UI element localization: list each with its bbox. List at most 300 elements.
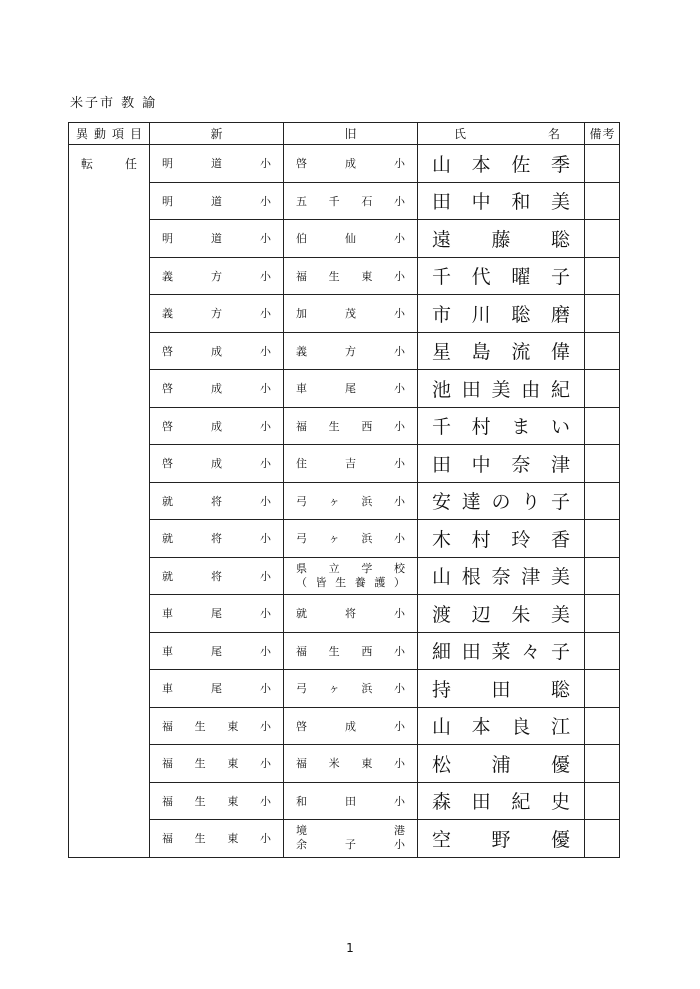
old-school-char: 成 [345,719,356,733]
person-name-char: 紀 [511,791,531,814]
old-school-char: 浜 [361,532,373,546]
person-name-char: 千 [432,266,452,289]
person-name-char: 山 [432,566,452,589]
old-school-char: 尾 [345,382,356,396]
old-school-char: 弓 [296,532,307,546]
header-category-char: 項 [111,127,124,141]
table-row [69,632,620,670]
table-row [69,145,620,183]
category-char: 転 [81,157,94,171]
person-name-char: 菜 [491,641,511,664]
new-school-cell [150,370,284,408]
person-name-char: 空 [432,828,452,851]
person-name-char: 渡 [432,603,452,626]
old-school-cell [284,220,418,258]
new-school-char: 明 [162,194,173,208]
old-school-char: 小 [393,682,405,696]
person-name-char: 聡 [550,228,570,251]
remarks-cell [585,370,620,408]
old-school-char: 東 [361,269,373,283]
old-school-char: 浜 [361,494,373,508]
new-school-char: 成 [211,344,222,358]
person-name-char: 村 [471,528,491,551]
table-row [69,557,620,595]
new-school-char: 方 [211,269,222,283]
person-name-cell [418,182,585,220]
old-school-char: 小 [394,719,405,733]
new-school-cell [150,745,284,783]
new-school-cell [150,145,284,183]
new-school-cell [150,295,284,333]
person-name-char: 野 [491,828,511,851]
person-name-char: 島 [471,341,491,364]
person-name-char: 安 [432,491,452,514]
old-school-char: 小 [394,838,405,852]
person-name-cell [418,482,585,520]
person-name-char: 曜 [511,266,531,289]
person-name-cell [418,145,585,183]
old-school-char: 米 [328,757,340,771]
old-school-char: 将 [345,607,356,621]
old-school-char: 啓 [296,157,307,171]
old-school-char: 小 [394,232,405,246]
old-school-char: 小 [393,419,405,433]
new-school-char: 道 [211,232,222,246]
person-name-char: 山 [432,716,452,739]
new-school-char: 小 [260,232,271,246]
new-school-cell [150,595,284,633]
old-school-cell [284,670,418,708]
old-school-cell [284,745,418,783]
old-school-cell [284,520,418,558]
person-name-char: 美 [550,603,570,626]
person-name-cell [418,407,585,445]
table-row [69,520,620,558]
old-school-cell [284,445,418,483]
old-school-char: 仙 [345,232,356,246]
new-school-char: 小 [260,494,271,508]
new-school-char: 就 [162,494,173,508]
person-name-char: 中 [471,453,491,476]
table-row [69,820,620,858]
new-school-char: 就 [162,532,173,546]
old-school-char: 浜 [361,682,373,696]
person-name-char: 偉 [550,341,570,364]
new-school-char: 尾 [211,644,222,658]
person-name-char: 村 [471,416,491,439]
header-category-char: 異 [75,127,88,141]
new-school-char: 小 [260,569,271,583]
old-school-char: 弓 [296,494,307,508]
old-school-char: 小 [393,757,405,771]
new-school-cell [150,257,284,295]
new-school-char: 尾 [211,682,222,696]
header-name-char: 氏 [454,127,467,141]
remarks-cell [585,332,620,370]
category-cell [69,145,150,858]
old-school-char: 余 [296,838,307,852]
old-school-char: 和 [296,794,307,808]
new-school-char: 小 [260,607,271,621]
old-school-cell [284,407,418,445]
person-name-char: 子 [550,266,570,289]
person-name-char: 美 [550,191,570,214]
old-school-char: 田 [345,794,356,808]
old-school-cell [284,257,418,295]
new-school-cell [150,632,284,670]
old-school-char: 小 [394,607,405,621]
remarks-cell [585,145,620,183]
person-name-char: 遠 [432,228,452,251]
header-name [418,123,585,145]
person-name-char: り [521,491,541,514]
person-name-char: 田 [461,641,481,664]
old-school-char: 境 [296,824,307,838]
header-remarks-char: 考 [602,127,615,141]
new-school-cell [150,557,284,595]
table-row [69,220,620,258]
old-school-char: 生 [328,269,340,283]
person-name-char: 聡 [511,303,531,326]
old-school-cell [284,295,418,333]
person-name-cell [418,220,585,258]
old-school-char: 千 [328,194,340,208]
old-school-char: 福 [296,757,307,771]
remarks-cell [585,632,620,670]
person-name-char: 辺 [471,603,491,626]
new-school-char: 啓 [162,344,173,358]
new-school-cell [150,782,284,820]
new-school-char: 小 [260,382,271,396]
table-row [69,782,620,820]
new-school-char: 福 [162,757,173,771]
old-school-char: 小 [393,532,405,546]
old-school-char: 小 [393,269,405,283]
table-row [69,707,620,745]
new-school-cell [150,332,284,370]
old-school-cell [284,595,418,633]
person-name-cell [418,332,585,370]
table-row [69,670,620,708]
old-school-cell [284,332,418,370]
new-school-char: 福 [162,832,173,846]
person-name-char: 津 [521,566,541,589]
old-school-char: 立 [328,561,340,575]
remarks-cell [585,595,620,633]
new-school-cell [150,445,284,483]
new-school-cell [150,220,284,258]
new-school-char: 成 [211,419,222,433]
person-name-char: 田 [432,453,452,476]
person-name-char: 紀 [550,378,570,401]
old-school-char: 子 [345,838,356,852]
person-name-char: 優 [550,753,570,776]
remarks-cell [585,820,620,858]
old-school-char: 東 [361,757,373,771]
remarks-cell [585,295,620,333]
new-school-char: 小 [260,344,271,358]
remarks-cell [585,445,620,483]
new-school-char: 車 [162,682,173,696]
person-name-char: 根 [461,566,481,589]
table-row [69,407,620,445]
old-school-char: 石 [361,194,373,208]
remarks-cell [585,707,620,745]
old-school-char: 小 [393,194,405,208]
person-name-char: 本 [471,153,491,176]
new-school-char: 小 [260,157,271,171]
old-school-char: 生 [328,419,340,433]
old-school-char: 小 [394,794,405,808]
header-name-char: 名 [547,127,560,141]
new-school-char: 尾 [211,607,222,621]
new-school-cell [150,407,284,445]
table-row [69,295,620,333]
person-name-char: 優 [550,828,570,851]
new-school-char: 生 [194,794,206,808]
person-name-char: 和 [511,191,531,214]
person-name-char: 子 [550,491,570,514]
person-name-cell [418,632,585,670]
old-school-char: 茂 [345,307,356,321]
new-school-char: 明 [162,157,173,171]
person-name-char: 玲 [511,528,531,551]
old-school-char: 方 [345,344,356,358]
old-school-cell [284,820,418,858]
old-school-char: 校 [393,561,405,575]
old-school-char: ヶ [328,532,340,546]
new-school-char: 車 [162,607,173,621]
person-name-cell [418,595,585,633]
old-school-char: 小 [394,157,405,171]
new-school-char: 方 [211,307,222,321]
new-school-char: 成 [211,457,222,471]
person-name-char: 季 [550,153,570,176]
old-school-char: 西 [361,419,373,433]
table-row [69,182,620,220]
table-row [69,445,620,483]
person-name-char: 朱 [511,603,531,626]
remarks-cell [585,220,620,258]
person-name-char: 田 [471,791,491,814]
category-char: 任 [124,157,137,171]
new-school-cell [150,670,284,708]
new-school-char: 義 [162,307,173,321]
person-name-char: 史 [550,791,570,814]
remarks-cell [585,520,620,558]
new-school-char: 東 [227,719,239,733]
remarks-cell [585,557,620,595]
old-school-char: 福 [296,419,307,433]
person-name-char: 美 [491,378,511,401]
remarks-cell [585,257,620,295]
person-name-char: 持 [432,678,452,701]
person-name-char: 山 [432,153,452,176]
header-new: 新 [150,123,284,145]
page-number: 1 [346,941,354,955]
person-name-char: 子 [550,641,570,664]
new-school-cell [150,182,284,220]
person-name-char: 池 [432,378,452,401]
old-school-char: 小 [394,457,405,471]
person-name-char: 細 [432,641,452,664]
old-school-char: 就 [296,607,307,621]
person-name-cell [418,707,585,745]
person-name-char: 本 [471,716,491,739]
old-school-cell [284,482,418,520]
person-name-char: 田 [432,191,452,214]
table-row [69,370,620,408]
table-row [69,257,620,295]
person-name-char: 佐 [511,153,531,176]
old-school-char: 護 [374,575,386,589]
old-school-char: 皆 [315,575,327,589]
person-name-cell [418,745,585,783]
remarks-cell [585,782,620,820]
new-school-char: 成 [211,382,222,396]
header-old: 旧 [284,123,418,145]
person-name-char: 美 [550,566,570,589]
person-name-char: 由 [521,378,541,401]
new-school-char: 明 [162,232,173,246]
person-name-char: 香 [550,528,570,551]
new-school-char: 将 [211,494,222,508]
old-school-char: 生 [328,644,340,658]
old-school-char: 弓 [296,682,307,696]
header-category-char: 目 [129,127,142,141]
new-school-cell [150,482,284,520]
person-name-cell [418,520,585,558]
new-school-char: 小 [260,269,271,283]
old-school-char: ヶ [328,682,340,696]
new-school-char: 義 [162,269,173,283]
new-school-char: 車 [162,644,173,658]
person-name-char: 流 [511,341,531,364]
old-school-cell [284,632,418,670]
new-school-char: 将 [211,532,222,546]
old-school-cell [284,182,418,220]
person-name-cell [418,257,585,295]
person-name-char: の [491,491,511,514]
old-school-char: 吉 [345,457,356,471]
new-school-cell [150,820,284,858]
old-school-char: （ [296,575,307,589]
old-school-char: 住 [296,457,307,471]
old-school-char: 小 [393,644,405,658]
old-school-char: 義 [296,344,307,358]
old-school-char: 五 [296,194,307,208]
old-school-char: 県 [296,561,307,575]
new-school-char: 小 [260,194,271,208]
person-name-char: 中 [471,191,491,214]
old-school-cell [284,145,418,183]
person-name-char: 達 [461,491,481,514]
new-school-char: 小 [260,419,271,433]
old-school-cell [284,370,418,408]
person-name-char: 川 [471,303,491,326]
new-school-cell [150,707,284,745]
person-name-char: 木 [432,528,452,551]
table-row [69,745,620,783]
new-school-char: 福 [162,794,173,808]
old-school-char: 福 [296,269,307,283]
new-school-char: 小 [260,307,271,321]
header-category-char: 動 [93,127,106,141]
old-school-cell [284,557,418,595]
new-school-char: 生 [194,832,206,846]
person-name-cell [418,670,585,708]
old-school-char: 伯 [296,232,307,246]
new-school-char: 就 [162,569,173,583]
new-school-char: 小 [259,719,271,733]
table-row [69,332,620,370]
person-name-char: 星 [432,341,452,364]
person-name-cell [418,782,585,820]
remarks-cell [585,745,620,783]
old-school-char: 生 [335,575,347,589]
new-school-char: 福 [162,719,173,733]
old-school-char: 学 [361,561,373,575]
document-title: 米子市 教 諭 [70,96,158,111]
old-school-char: ヶ [328,494,340,508]
personnel-table [68,122,620,858]
person-name-cell [418,557,585,595]
new-school-char: 東 [227,794,239,808]
remarks-cell [585,407,620,445]
new-school-char: 小 [260,457,271,471]
person-name-char: 磨 [550,303,570,326]
old-school-cell [284,707,418,745]
person-name-char: 良 [511,716,531,739]
person-name-char: 田 [491,678,511,701]
table-header-row [69,123,620,145]
new-school-char: 道 [211,157,222,171]
new-school-char: 小 [260,682,271,696]
remarks-cell [585,670,620,708]
person-name-char: 浦 [491,753,511,776]
new-school-char: 小 [259,757,271,771]
remarks-cell [585,182,620,220]
new-school-char: 小 [260,532,271,546]
new-school-char: 生 [194,719,206,733]
person-name-char: 江 [550,716,570,739]
person-name-char: 千 [432,416,452,439]
new-school-char: 将 [211,569,222,583]
header-category [69,123,150,145]
old-school-char: 小 [394,382,405,396]
table-row [69,595,620,633]
person-name-char: 松 [432,753,452,776]
new-school-char: 小 [259,794,271,808]
table-row [69,482,620,520]
old-school-char: 啓 [296,719,307,733]
person-name-char: 代 [471,266,491,289]
old-school-char: 小 [393,494,405,508]
person-name-char: 藤 [491,228,511,251]
person-name-char: 聡 [550,678,570,701]
old-school-char: 成 [345,157,356,171]
new-school-char: 東 [227,757,239,771]
new-school-char: 道 [211,194,222,208]
old-school-char: ） [393,575,405,589]
header-remarks-char: 備 [589,127,602,141]
person-name-char: 奈 [491,566,511,589]
new-school-char: 啓 [162,382,173,396]
person-name-char: 奈 [511,453,531,476]
old-school-char: 港 [394,824,405,838]
header-remarks [585,123,620,145]
new-school-char: 生 [194,757,206,771]
